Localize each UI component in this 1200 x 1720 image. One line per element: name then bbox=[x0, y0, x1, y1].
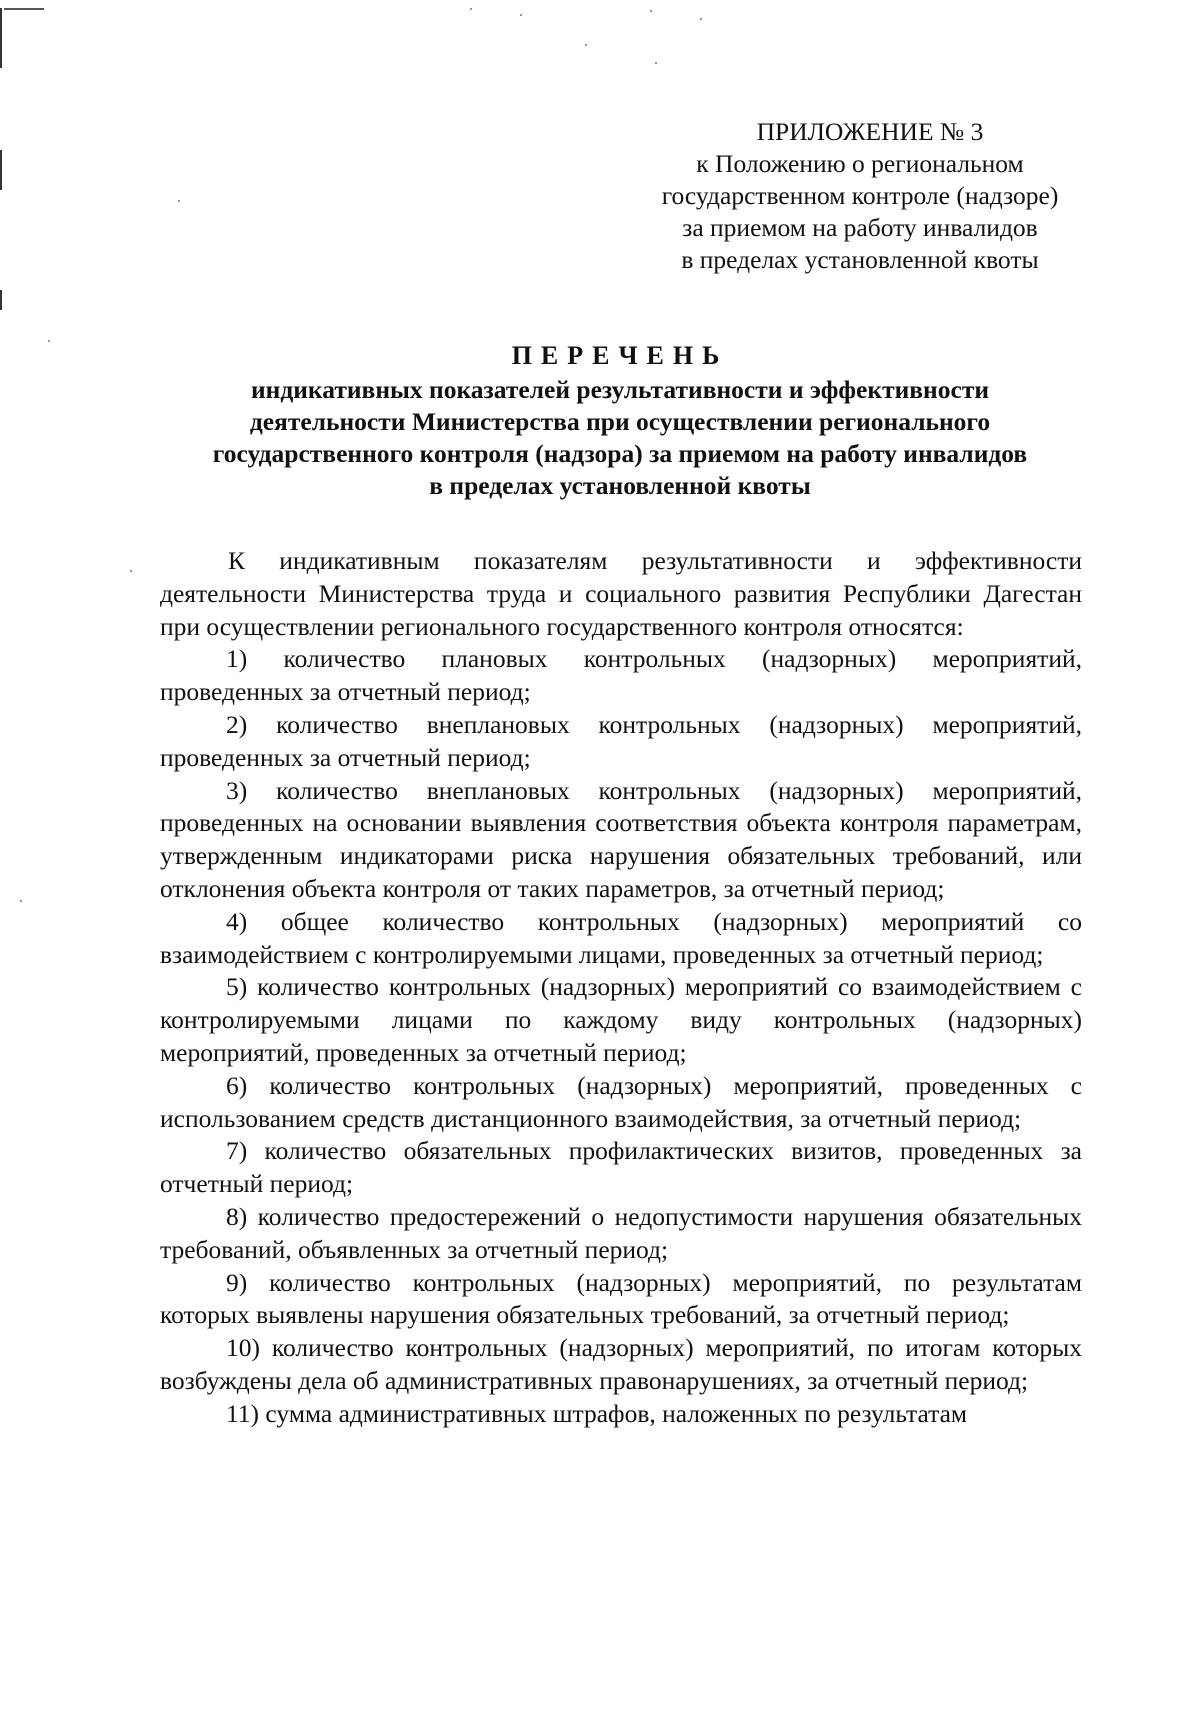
scan-edge-line bbox=[0, 290, 2, 310]
document-title bbox=[100, 340, 1140, 502]
scan-edge-line bbox=[0, 150, 2, 190]
scan-speck bbox=[585, 44, 587, 46]
list-item: 7) количество обязательных профилактических визитов, проведенных за отчетный период; bbox=[160, 1136, 1082, 1199]
scan-speck bbox=[130, 570, 132, 572]
scan-speck bbox=[48, 340, 50, 342]
scan-speck bbox=[470, 8, 472, 10]
list-item: 3) количество внеплановых контрольных (надзорных) мероприятий, проведенных на основании выявления соответствия объекта контроля параметрам, утвержденным индикаторами риска нарушения обязательных требований, или отклонения объекта контроля от таких параметров, за отчетный период; bbox=[160, 775, 1082, 903]
list-item: 10) количество контрольных (надзорных) мероприятий, по итогам которых возбуждены дела об административных правонарушениях, за отчетный период; bbox=[160, 1333, 1082, 1395]
title-line: государственного контроля (надзора) за приемом на работу инвалидов bbox=[212, 439, 1028, 468]
list-item: 1) количество плановых контрольных (надзорных) мероприятий, проведенных за отчетный период; bbox=[160, 644, 1082, 707]
document-body bbox=[160, 545, 1082, 1431]
title-line: деятельности Министерства при осуществлении регионального bbox=[249, 407, 991, 436]
list-item: 11) сумма административных штрафов, наложенных по результатам bbox=[226, 1398, 968, 1428]
title-main: ПЕРЕЧЕНЬ bbox=[511, 341, 729, 370]
intro-paragraph: К индикативным показателям результативности и эффективности деятельности Министерства труда и социального развития Республики Дагестан при осуществлении регионального государственного контроля относятся: bbox=[160, 546, 1082, 641]
appendix-line: за приемом на работу инвалидов bbox=[682, 213, 1038, 242]
appendix-number: ПРИЛОЖЕНИЕ № 3 bbox=[756, 117, 984, 146]
list-item: 5) количество контрольных (надзорных) мероприятий со взаимодействием с контролируемыми лицами по каждому виду контрольных (надзорных) мероприятий, проведенных за отчетный период; bbox=[160, 972, 1082, 1067]
appendix-line: в пределах установленной квоты bbox=[681, 245, 1039, 274]
appendix-line: государственном контроле (надзоре) bbox=[661, 181, 1059, 210]
scan-edge-line bbox=[0, 8, 2, 68]
scan-speck bbox=[655, 62, 657, 64]
appendix-header bbox=[600, 116, 1120, 276]
list-item: 6) количество контрольных (надзорных) мероприятий, проведенных с использованием средств дистанционного взаимодействия, за отчетный период; bbox=[160, 1070, 1082, 1133]
list-item: 4) общее количество контрольных (надзорных) мероприятий со взаимодействием с контролируемыми лицами, проведенных за отчетный период; bbox=[160, 906, 1082, 969]
title-line: индикативных показателей результативности и эффективности bbox=[250, 375, 990, 404]
list-item: 8) количество предостережений о недопустимости нарушения обязательных требований, объявленных за отчетный период; bbox=[160, 1201, 1082, 1264]
list-item: 9) количество контрольных (надзорных) мероприятий, по результатам которых выявлены нарушения обязательных требований, за отчетный период; bbox=[160, 1267, 1082, 1330]
scan-speck bbox=[178, 200, 180, 202]
scan-speck bbox=[520, 14, 522, 16]
scan-corner-mark bbox=[4, 8, 44, 10]
scan-speck bbox=[700, 18, 702, 20]
scan-speck bbox=[20, 900, 22, 902]
appendix-line: к Положению о региональном bbox=[696, 149, 1024, 178]
list-item: 2) количество внеплановых контрольных (надзорных) мероприятий, проведенных за отчетный период; bbox=[160, 709, 1082, 772]
scan-speck bbox=[650, 10, 652, 12]
title-line: в пределах установленной квоты bbox=[429, 471, 811, 500]
